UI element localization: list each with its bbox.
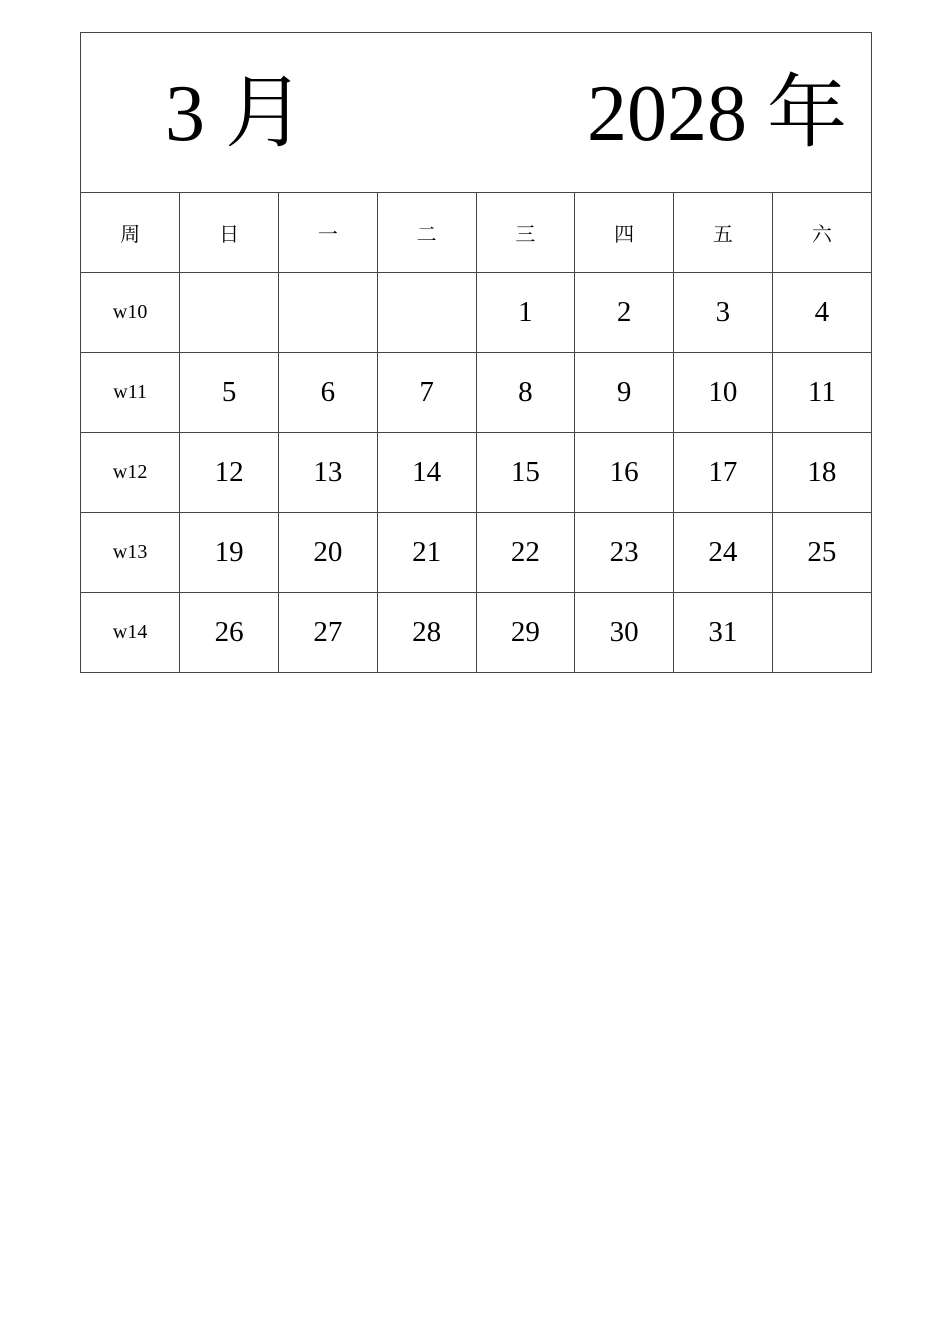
day-cell: 30 [575, 593, 674, 673]
weekday-header-row [81, 193, 871, 273]
day-cell: 4 [772, 273, 871, 353]
day-cell [772, 593, 871, 673]
day-cell: 11 [772, 353, 871, 433]
day-cell: 12 [180, 433, 279, 513]
day-cell: 14 [377, 433, 476, 513]
day-cell: 6 [279, 353, 378, 433]
day-cell [377, 273, 476, 353]
day-cell: 2 [575, 273, 674, 353]
weekday-header-mon: 一 [279, 193, 378, 273]
week-number: w11 [81, 353, 180, 433]
week-number: w10 [81, 273, 180, 353]
day-cell: 9 [575, 353, 674, 433]
day-cell: 21 [377, 513, 476, 593]
day-cell: 8 [476, 353, 575, 433]
month-title [165, 63, 305, 164]
weekday-header-week: 周 [81, 193, 180, 273]
weekday-header-thu: 四 [575, 193, 674, 273]
day-cell: 16 [575, 433, 674, 513]
day-cell: 13 [279, 433, 378, 513]
day-cell: 29 [476, 593, 575, 673]
day-cell: 25 [772, 513, 871, 593]
weekday-header-wed: 三 [476, 193, 575, 273]
day-cell: 3 [674, 273, 773, 353]
day-cell: 19 [180, 513, 279, 593]
month-number: 3 [165, 70, 205, 158]
day-cell: 28 [377, 593, 476, 673]
weekday-header-sat: 六 [772, 193, 871, 273]
week-number: w12 [81, 433, 180, 513]
day-cell: 24 [674, 513, 773, 593]
day-cell: 1 [476, 273, 575, 353]
day-cell: 26 [180, 593, 279, 673]
year-number: 2028 [587, 70, 747, 158]
day-cell: 5 [180, 353, 279, 433]
weekday-header-fri: 五 [674, 193, 773, 273]
day-cell: 7 [377, 353, 476, 433]
week-row [81, 353, 871, 433]
day-cell: 27 [279, 593, 378, 673]
day-cell [180, 273, 279, 353]
calendar [80, 32, 872, 673]
year-title [587, 63, 847, 164]
day-cell: 31 [674, 593, 773, 673]
weekday-header-tue: 二 [377, 193, 476, 273]
day-cell: 22 [476, 513, 575, 593]
day-cell: 10 [674, 353, 773, 433]
week-row [81, 593, 871, 673]
week-number: w14 [81, 593, 180, 673]
day-cell [279, 273, 378, 353]
week-number: w13 [81, 513, 180, 593]
calendar-grid [81, 193, 871, 672]
month-suffix: 月 [225, 66, 305, 159]
year-suffix: 年 [767, 66, 847, 159]
week-row [81, 513, 871, 593]
day-cell: 17 [674, 433, 773, 513]
week-row [81, 273, 871, 353]
day-cell: 15 [476, 433, 575, 513]
day-cell: 23 [575, 513, 674, 593]
day-cell: 18 [772, 433, 871, 513]
weekday-header-sun: 日 [180, 193, 279, 273]
calendar-header [81, 33, 871, 193]
week-row [81, 433, 871, 513]
day-cell: 20 [279, 513, 378, 593]
